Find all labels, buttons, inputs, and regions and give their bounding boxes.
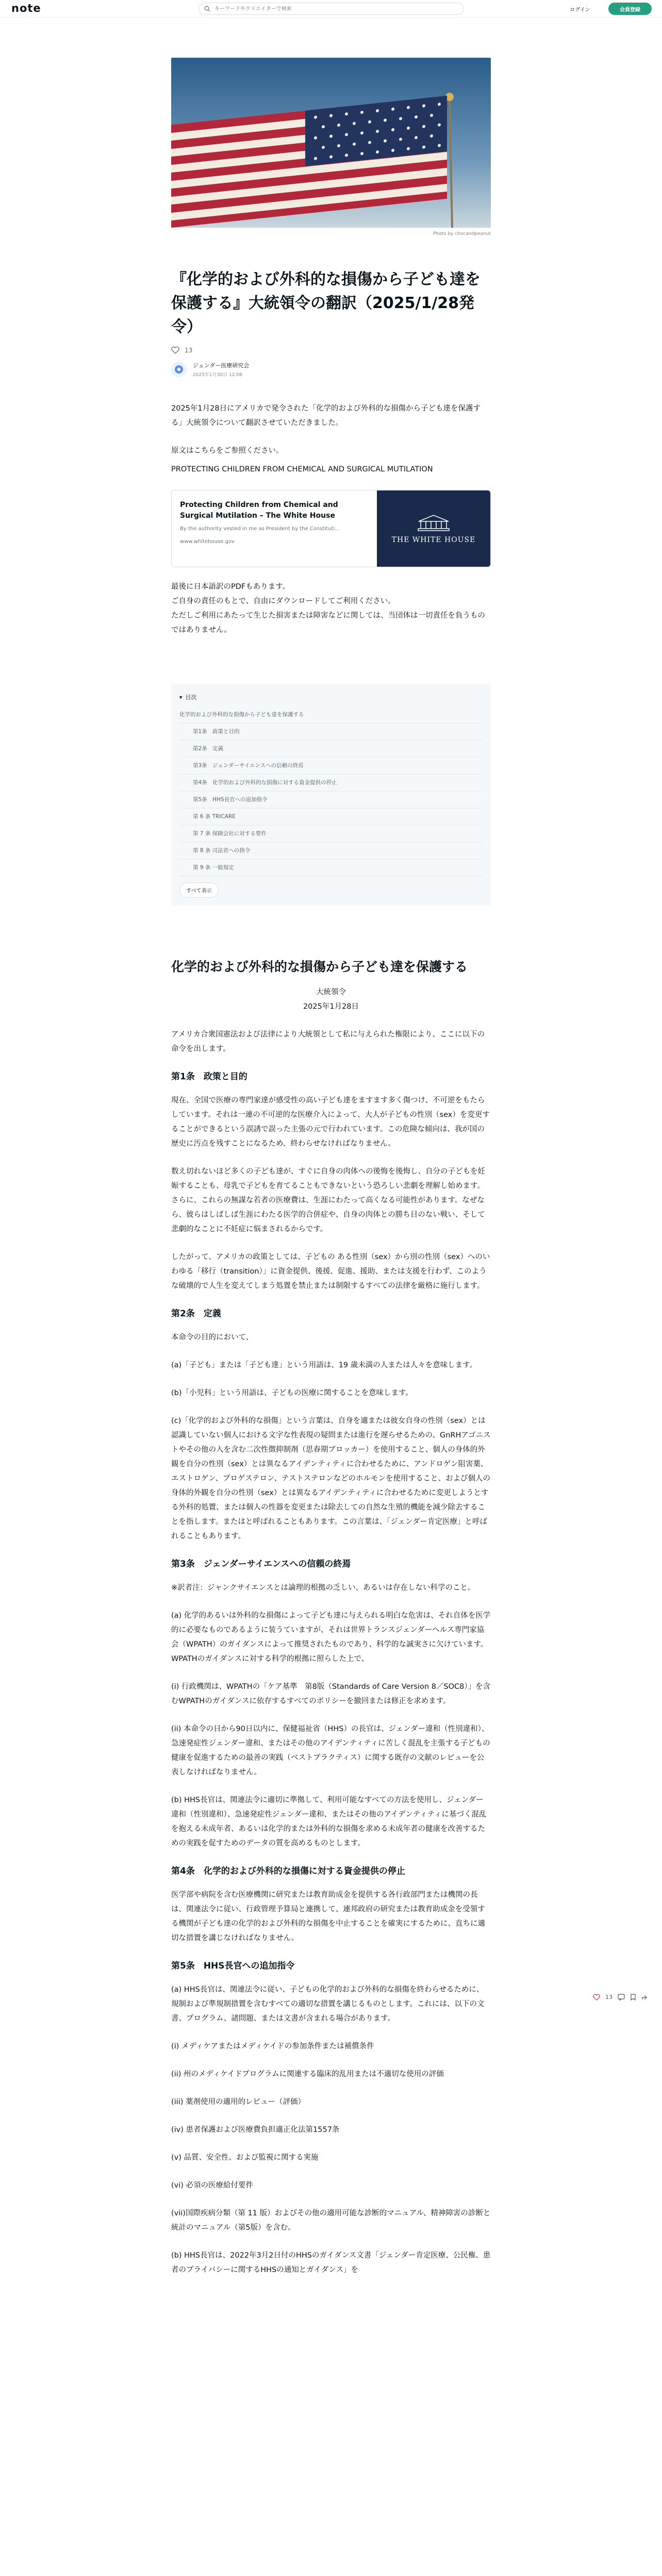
intro-paragraph: 2025年1月28日にアメリカで発令された「化学的および外科的な損傷から子ども達を保護する」大統領令について翻訳させていただきました。 [171, 404, 481, 427]
sec3-paragraph: (i) 行政機関は、WPATHの「ケア基準 第8版（Standards of Care Version 8／SOC8）」を含むWPATHのガイダンスに依存するすべてのポリシーを撤回または修正を求めます。 [171, 1683, 491, 1705]
sec5-paragraph: (a) HHS長官は、関連法令に従い、子どもの化学的および外科的な損傷を終わらせるために、規制および準規制措置を含むすべての適切な措置を講じるものとします。これには、以下の文書、プログラム、諸問題、または文書が含まれる場合があります。 [171, 1986, 485, 2023]
notice-line-1: 最後に日本語訳のPDFもあります。 [171, 583, 290, 591]
sec3-paragraph: ※訳者注：ジャンクサイエンスとは論理的根拠の乏しい、あるいは存在しない科学のこと。 [171, 1584, 475, 1592]
toc-item[interactable]: 第3条 ジェンダーサイエンスへの信頼の終焉 [179, 757, 483, 774]
sec2-paragraph: (a)「子ども」または「子ども達」という用語は、19 歳未満の人または人々を意味します。 [171, 1361, 477, 1369]
author-name[interactable]: ジェンダー医療研究会 [193, 362, 250, 369]
hero-image-american-flag [171, 58, 491, 228]
sec1-paragraph: 現在、全国で医療の専門家達が感受性の高い子ども達をますます多く傷つけ、不可逆をもたらしています。それは一連の不可逆的な医療介入によって、大人が子どもの性別（sex）を変更することができるという誤誘で誤った主張の元で行われています。この危険な傾向は、我が国の歴史に汚点を残すことになるため、終わらせなければなりません。 [171, 1096, 490, 1148]
toc-item[interactable]: 第4条 化学的および外科的な損傷に対する資金提供の停止 [179, 774, 483, 791]
embed-thumb-text: THE WHITE HOUSE [391, 536, 476, 544]
toc-title: 目次 [185, 694, 197, 701]
author-block[interactable] [171, 361, 491, 378]
notice-line-3: ただしご利用にあたって生じた損害または障害などに関しては、当団体は一切責任を負うものではありません。 [171, 612, 485, 634]
sec5-list-item: (ii) 州のメディケイドプログラムに関連する臨床的乱用または不適切な使用の評価 [171, 2070, 444, 2078]
note-logo[interactable]: note [11, 2, 41, 14]
sec4-heading: 第4条 化学的および外科的な損傷に対する資金提供の停止 [171, 1866, 405, 1876]
toc-item[interactable]: 第1条 政策と目的 [179, 723, 483, 740]
sec2-paragraph: 本命令の目的において、 [171, 1333, 254, 1342]
preamble: アメリカ合衆国憲法および法律により大統領として私に与えられた権限により、ここに以下の命令を出します。 [171, 1030, 485, 1053]
toc-item[interactable]: 第 6 条 TRICARE [179, 808, 483, 825]
toc-item[interactable]: 化学的および外科的な損傷から子ども達を保護する [179, 706, 483, 723]
white-house-icon [416, 513, 452, 532]
author-logo-icon [174, 364, 184, 375]
sec2-heading: 第2条 定義 [171, 1309, 221, 1319]
heart-icon[interactable] [171, 346, 179, 354]
sec5-heading: 第5条 HHS長官への追加指令 [171, 1961, 295, 1971]
sec5-list-item: (vi) 必須の医療給付要件 [171, 2181, 254, 2190]
sec2-paragraph: (c)「化学的および外科的な損傷」という言葉は、自身を適または彼女自身の性別（sex）とは認識していない個人における文字な性表現の疑問または進行を遅らせるための、GnRHアゴニストやその他の入を含む二次性徴抑制剤（思春期ブロッカー）を使用すること、個人の身体的外観を自分の性別（sex）とは異なるアイデンティティに合わせるために、アンドロゲン阻害薬、エストロゲン、プロゲステロン、テストステロンなどのホルモンを使用すること、および個人の身体的外観を自分の性別（sex）とは異なるアイデンティティに合わせるために変更しようとする外科的処置、または個人の性器を変更または除去しての自然な生殖的機能を減少除去することを指します。またはと呼ばれることもあります。この言葉は、「ジェンダー肯定医療」と呼ばれることもあります。 [171, 1417, 491, 1540]
source-title: PROTECTING CHILDREN FROM CHEMICAL AND SURGICAL MUTILATION [171, 465, 433, 473]
section-heading: 化学的および外科的な損傷から子ども達を保護する [171, 959, 468, 974]
toc-item[interactable]: 第5条 HHS長官への追加指令 [179, 791, 483, 808]
publish-date: 2025年1月30日 12:08 [193, 372, 242, 378]
order-date: 2025年1月28日 [303, 1003, 359, 1011]
sec5-paragraph: (b) HHS長官は、2022年3月2日付のHHSのガイダンス文書「ジェンダー肯定医療、公民権、患者のプライバシーに関するHHSの通知とガイダンス」を [171, 2251, 491, 2274]
login-button[interactable]: ログイン [570, 7, 590, 13]
sec3-paragraph: (b) HHS長官は、関連法令に適切に準拠して、利用可能なすべての方法を使用し、ジェンダー違和（性別違和）、急速発症性ジェンダー違和、またはその他のアイデンティティに基づく混乱を抱える未成年者、あるいは化学的または外科的な損傷を求める未成年者の健康を改善するための実践を促すためのデータの質を高めるものとします。 [171, 1796, 487, 1848]
sec5-list-item: (i) メディケアまたはメディケイドの参加条件または補償条件 [171, 2042, 374, 2050]
avatar[interactable] [171, 362, 187, 377]
register-button[interactable]: 会員登録 [608, 3, 652, 15]
sec5-list-item: (iii) 薬剤使用の適用的レビュー（評価） [171, 2098, 306, 2106]
sec1-paragraph: したがって、アメリカの政策としては、子どもの ある性別（sex）から別の性別（sex）へのいわゆる「移行（transition）」に資金提供、後援、促進、援助、または支援を行わず、このような破壊的で人生を変えてしまう処置を禁止または制限するすべての法律を厳格に施行します。 [171, 1253, 490, 1290]
comment-icon[interactable] [618, 1994, 625, 2001]
sec5-list-item: (iv) 患者保護および医療費負担適正化法第1557条 [171, 2126, 340, 2134]
photo-credit: Photo by chocandpeanut [433, 231, 491, 236]
sec1-paragraph: 数え切れないほど多くの子ども達が、すぐに自身の肉体への後悔を後悔し、自分の子どもを妊娠することも、母乳で子どもを育てることもできないという恐ろしい悲劇を理解し始めます。さらに、これらの無謀な若者の医療費は、生涯にわたって高くなる可能性があります。なぜなら、彼らはしばしば生涯にわたる医学的合併症や、自身の肉体との勝ち目のない戦い、そして悲劇的なことに不妊症に悩まされるからです。 [171, 1167, 485, 1233]
embed-thumbnail [377, 490, 490, 567]
notice-line-2: ご自身の責任のもとで、自由にダウンロードしてご利用ください。 [171, 597, 395, 605]
toc-item[interactable]: 第2条 定義 [179, 740, 483, 757]
top-header [0, 0, 662, 18]
sec1-heading: 第1条 政策と目的 [171, 1072, 247, 1082]
sec3-paragraph: (a) 化学的あるいは外科的な損傷によって子ども達に与えられる明白な危害は、それ自体を医学的に必要なものであるように装うていますが、それは世界トランスジェンダーヘルス専門家協会（WPATH）のガイダンスによって推奨されたものであり、科学的な誠実さに欠けています。WPATHのガイダンスに対する科学的根拠に照らした上で、 [171, 1612, 491, 1663]
sec3-paragraph: (ii) 本命令の日から90日以内に、保健福祉省（HHS）の長官は、ジェンダー違和（性別違和）、急速発症性ジェンダー違和、またはその他のアイデンティティに苦しく混乱を主張する子どもの健康を促進するための最善の実践（ベストプラクティス）に関する既存の文献のレビューを公表しなければなりません。 [171, 1725, 490, 1776]
toc-item[interactable]: 第 8 条 司法省への指令 [179, 842, 483, 859]
bookmark-icon[interactable] [630, 1994, 636, 2001]
embed-title: Protecting Children from Chemical and Surgical Mutilation – The White House [180, 501, 338, 520]
embed-url: www.whitehouse.gov [180, 539, 235, 545]
share-icon[interactable] [641, 1994, 648, 2001]
toc-item[interactable]: 第 7 条 保険会社に対する要件 [179, 825, 483, 842]
floating-action-bar [593, 1994, 648, 2001]
float-like-count: 13 [605, 1994, 613, 2001]
toc-item[interactable]: 第 9 条 一般規定 [179, 859, 483, 876]
heart-icon[interactable] [593, 1994, 600, 2001]
article-body [171, 268, 491, 2291]
sec2-paragraph: (b)「小児科」という用語は、子どもの医療に関することを意味します。 [171, 1389, 413, 1397]
sec5-list-item: (vii)国際疾病分類（第 11 版）およびその他の適用可能な診断的マニュアル、精神障害の診断と統計のマニュアル（第5版）を含む。 [171, 2209, 491, 2232]
link-embed-card[interactable] [171, 490, 491, 567]
sec4-paragraph: 医学部や病院を含む医療機関に研究または教育助成金を提供する各行政部門または機関の長は、関連法令に従い、行政管理予算局と連携して、連邦政府の研究または教育助成金を受領する機関が子ども達の化学的および外科的な損傷を中止することを確実にするために、直ちに適切な措置を講じなければなりません。 [171, 1891, 485, 1942]
search-box[interactable] [198, 3, 464, 15]
toc-header[interactable] [179, 693, 483, 701]
sec3-heading: 第3条 ジェンダーサイエンスへの信頼の終焉 [171, 1559, 351, 1569]
embed-description: By the authority vested in me as President by the Constituti... [180, 526, 340, 532]
like-row [171, 346, 491, 354]
table-of-contents [171, 684, 491, 906]
source-note: 原文はこちらをご参照ください。 [171, 447, 284, 455]
search-icon [204, 6, 210, 12]
order-type: 大統領令 [316, 988, 346, 996]
like-count: 13 [185, 346, 193, 354]
sec5-list-item: (v) 品質、安全性、および監視に関する実施 [171, 2154, 319, 2162]
chevron-down-icon: ▾ [179, 693, 183, 701]
article-title: 『化学的および外科的な損傷から子ども達を保護する』大統領令の翻訳（2025/1/28発令） [171, 270, 481, 336]
toc-show-all-button[interactable]: すべて表示 [179, 883, 219, 897]
search-input[interactable] [214, 6, 452, 12]
